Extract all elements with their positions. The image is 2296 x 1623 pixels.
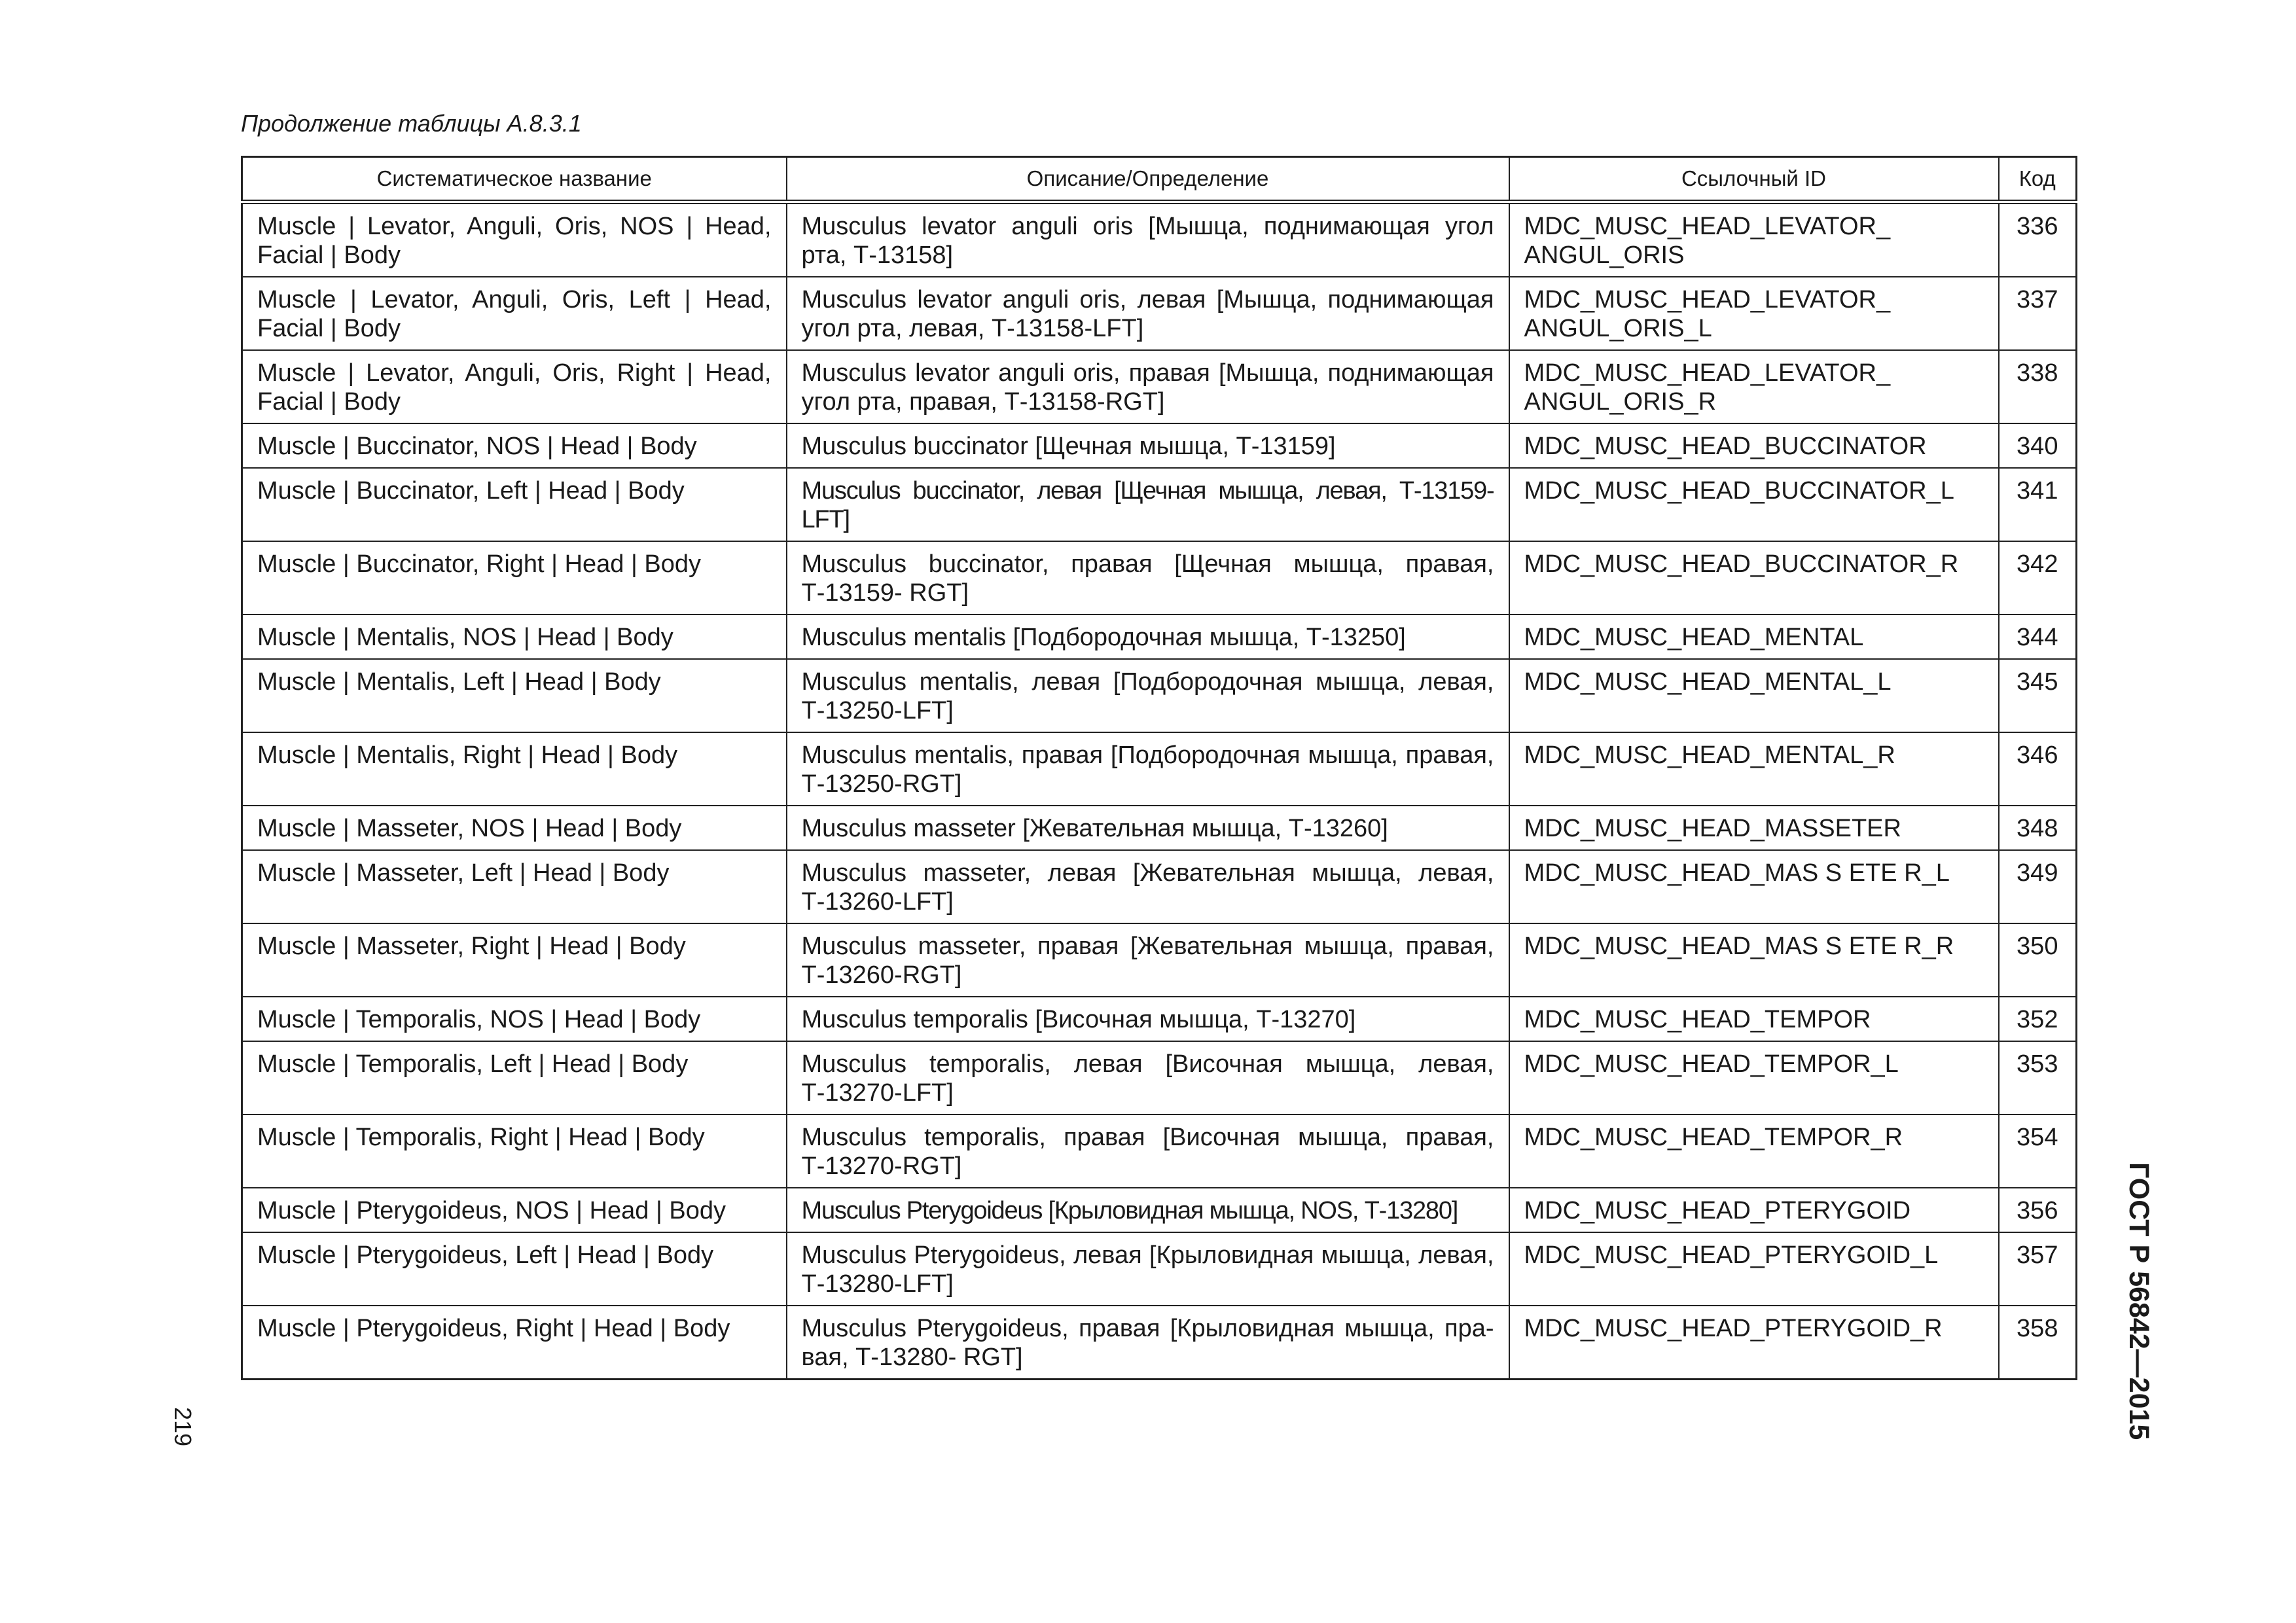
reference-id-cell: MDC_MUSC_HEAD_PTERYGOID_R <box>1509 1306 1999 1380</box>
systematic-name-cell: Muscle | Pterygoideus, Left | Head | Body <box>242 1232 787 1306</box>
reference-id-cell: MDC_MUSC_HEAD_PTERYGOID <box>1509 1188 1999 1232</box>
code-cell: 348 <box>1999 806 2077 850</box>
systematic-name-cell: Muscle | Mentalis, Right | Head | Body <box>242 732 787 806</box>
table-row <box>242 850 2077 923</box>
table-row <box>242 1306 2077 1380</box>
reference-id-cell: MDC_MUSC_HEAD_TEMPOR_L <box>1509 1041 1999 1115</box>
systematic-name-cell: Muscle | Masseter, Right | Head | Body <box>242 923 787 997</box>
reference-id-cell: MDC_MUSC_HEAD_PTERYGOID_L <box>1509 1232 1999 1306</box>
table-row <box>242 277 2077 350</box>
reference-id-cell: MDC_MUSC_HEAD_TEMPOR_R <box>1509 1115 1999 1188</box>
description-cell: Musculus levator anguli oris [Мышца, поднимающая угол рта, Т-13158] <box>787 202 1509 277</box>
description-cell: Musculus Pterygoideus, левая [Крыловидная мышца, левая, Т-13280-LFT] <box>787 1232 1509 1306</box>
systematic-name-cell: Muscle | Pterygoideus, NOS | Head | Body <box>242 1188 787 1232</box>
reference-id-cell: MDC_MUSC_HEAD_LEVATOR_ ANGUL_ORIS <box>1509 202 1999 277</box>
code-cell: 345 <box>1999 659 2077 732</box>
table-row <box>242 1041 2077 1115</box>
code-cell: 337 <box>1999 277 2077 350</box>
description-cell: Musculus mentalis, левая [Подбородочная мышца, левая, Т-13250-LFT] <box>787 659 1509 732</box>
standard-designation: ГОСТ Р 56842—2015 <box>2123 1162 2155 1440</box>
reference-id-cell: MDC_MUSC_HEAD_BUCCINATOR_R <box>1509 541 1999 615</box>
header-code: Код <box>1999 157 2077 202</box>
table-row <box>242 541 2077 615</box>
header-description: Описание/Определение <box>787 157 1509 202</box>
code-cell: 338 <box>1999 350 2077 423</box>
systematic-name-cell: Muscle | Levator, Anguli, Oris, Right | Head, Facial | Body <box>242 350 787 423</box>
header-systematic-name: Систематическое название <box>242 157 787 202</box>
table-row <box>242 923 2077 997</box>
table-row <box>242 732 2077 806</box>
code-cell: 336 <box>1999 202 2077 277</box>
code-cell: 350 <box>1999 923 2077 997</box>
table-header-row <box>242 157 2077 202</box>
reference-id-cell: MDC_MUSC_HEAD_MENTAL <box>1509 615 1999 659</box>
code-cell: 341 <box>1999 468 2077 541</box>
table-row <box>242 202 2077 277</box>
code-cell: 346 <box>1999 732 2077 806</box>
systematic-name-cell: Muscle | Temporalis, Right | Head | Body <box>242 1115 787 1188</box>
code-cell: 357 <box>1999 1232 2077 1306</box>
description-cell: Musculus temporalis, левая [Височная мышца, левая, Т-13270-LFT] <box>787 1041 1509 1115</box>
reference-id-cell: MDC_MUSC_HEAD_MAS S ETE R_R <box>1509 923 1999 997</box>
reference-id-cell: MDC_MUSC_HEAD_BUCCINATOR_L <box>1509 468 1999 541</box>
code-cell: 349 <box>1999 850 2077 923</box>
systematic-name-cell: Muscle | Mentalis, NOS | Head | Body <box>242 615 787 659</box>
systematic-name-cell: Muscle | Masseter, NOS | Head | Body <box>242 806 787 850</box>
table-row <box>242 423 2077 468</box>
systematic-name-cell: Muscle | Levator, Anguli, Oris, Left | Head, Facial | Body <box>242 277 787 350</box>
code-cell: 342 <box>1999 541 2077 615</box>
page-number: 219 <box>170 1407 196 1447</box>
description-cell: Musculus temporalis, правая [Височная мышца, правая, Т-13270-RGT] <box>787 1115 1509 1188</box>
table-row <box>242 1232 2077 1306</box>
code-cell: 356 <box>1999 1188 2077 1232</box>
systematic-name-cell: Muscle | Temporalis, NOS | Head | Body <box>242 997 787 1041</box>
terms-table <box>241 156 2077 1380</box>
description-cell: Musculus temporalis [Височная мышца, Т-13270] <box>787 997 1509 1041</box>
systematic-name-cell: Muscle | Buccinator, Left | Head | Body <box>242 468 787 541</box>
description-cell: Musculus buccinator, левая [Щечная мышца, левая, Т-13159-LFT] <box>787 468 1509 541</box>
description-cell: Musculus masseter, правая [Жевательная мышца, правая, Т-13260-RGT] <box>787 923 1509 997</box>
code-cell: 340 <box>1999 423 2077 468</box>
table-row <box>242 350 2077 423</box>
reference-id-cell: MDC_MUSC_HEAD_MAS S ETE R_L <box>1509 850 1999 923</box>
header-reference-id: Ссылочный ID <box>1509 157 1999 202</box>
systematic-name-cell: Muscle | Buccinator, NOS | Head | Body <box>242 423 787 468</box>
reference-id-cell: MDC_MUSC_HEAD_LEVATOR_ ANGUL_ORIS_L <box>1509 277 1999 350</box>
table-row <box>242 806 2077 850</box>
description-cell: Musculus levator anguli oris, правая [Мышца, поднимающая угол рта, правая, Т-13158-RGT] <box>787 350 1509 423</box>
reference-id-cell: MDC_MUSC_HEAD_MENTAL_R <box>1509 732 1999 806</box>
code-cell: 358 <box>1999 1306 2077 1380</box>
systematic-name-cell: Muscle | Buccinator, Right | Head | Body <box>242 541 787 615</box>
reference-id-cell: MDC_MUSC_HEAD_TEMPOR <box>1509 997 1999 1041</box>
reference-id-cell: MDC_MUSC_HEAD_MENTAL_L <box>1509 659 1999 732</box>
code-cell: 352 <box>1999 997 2077 1041</box>
description-cell: Musculus mentalis [Подбородочная мышца, Т-13250] <box>787 615 1509 659</box>
code-cell: 353 <box>1999 1041 2077 1115</box>
reference-id-cell: MDC_MUSC_HEAD_BUCCINATOR <box>1509 423 1999 468</box>
reference-id-cell: MDC_MUSC_HEAD_LEVATOR_ ANGUL_ORIS_R <box>1509 350 1999 423</box>
systematic-name-cell: Muscle | Pterygoideus, Right | Head | Body <box>242 1306 787 1380</box>
systematic-name-cell: Muscle | Masseter, Left | Head | Body <box>242 850 787 923</box>
description-cell: Musculus buccinator [Щечная мышца, Т-13159] <box>787 423 1509 468</box>
systematic-name-cell: Muscle | Mentalis, Left | Head | Body <box>242 659 787 732</box>
description-cell: Musculus mentalis, правая [Подбородочная мышца, правая, Т-13250-RGT] <box>787 732 1509 806</box>
table-row <box>242 1115 2077 1188</box>
table-row <box>242 468 2077 541</box>
table-row <box>242 615 2077 659</box>
systematic-name-cell: Muscle | Temporalis, Left | Head | Body <box>242 1041 787 1115</box>
table-row <box>242 997 2077 1041</box>
description-cell: Musculus levator anguli oris, левая [Мышца, поднимающая угол рта, левая, Т-13158-LFT] <box>787 277 1509 350</box>
description-cell: Musculus Pterygoideus [Крыловидная мышца, NOS, Т-13280] <box>787 1188 1509 1232</box>
description-cell: Musculus masseter [Жевательная мышца, Т-13260] <box>787 806 1509 850</box>
description-cell: Musculus Pterygoideus, правая [Крыловидная мышца, пра-вая, Т-13280- RGT] <box>787 1306 1509 1380</box>
description-cell: Musculus buccinator, правая [Щечная мышца, правая, Т-13159- RGT] <box>787 541 1509 615</box>
table-caption: Продолжение таблицы А.8.3.1 <box>241 110 582 137</box>
table-row <box>242 659 2077 732</box>
systematic-name-cell: Muscle | Levator, Anguli, Oris, NOS | Head, Facial | Body <box>242 202 787 277</box>
table-row <box>242 1188 2077 1232</box>
code-cell: 354 <box>1999 1115 2077 1188</box>
reference-id-cell: MDC_MUSC_HEAD_MASSETER <box>1509 806 1999 850</box>
description-cell: Musculus masseter, левая [Жевательная мышца, левая, Т-13260-LFT] <box>787 850 1509 923</box>
code-cell: 344 <box>1999 615 2077 659</box>
